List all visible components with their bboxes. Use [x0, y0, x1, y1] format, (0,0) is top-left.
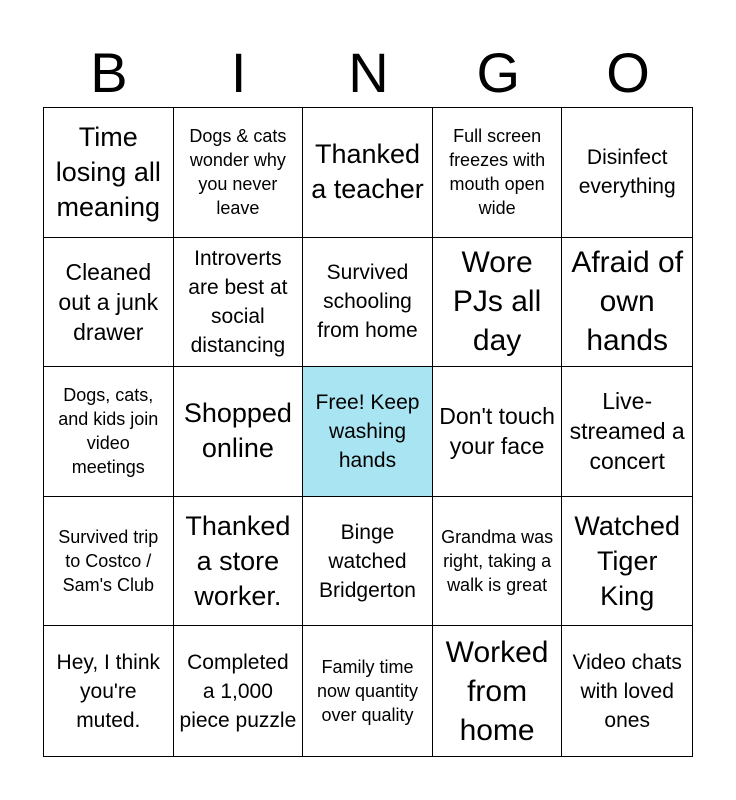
bingo-cell[interactable]: [303, 626, 433, 756]
bingo-card-grid: [43, 107, 693, 757]
cell-label: Full screen freezes with mouth open wide: [449, 126, 546, 219]
bingo-cell[interactable]: [562, 497, 692, 627]
cell-label: Disinfect everything: [578, 146, 676, 199]
cell-label: Shopped online: [183, 398, 292, 464]
cell-label: Survived trip to Costco / Sam's Club: [58, 527, 159, 596]
bingo-cell[interactable]: [433, 497, 563, 627]
cell-label: Cleaned out a junk drawer: [58, 258, 159, 345]
cell-label: Dogs, cats, and kids join video meetings: [58, 385, 159, 478]
cell-label: Afraid of own hands: [571, 246, 684, 358]
cell-label: Worked from home: [445, 635, 549, 747]
bingo-cell[interactable]: [174, 367, 304, 497]
cell-label: Dogs & cats wonder why you never leave: [189, 126, 287, 219]
bingo-cell[interactable]: [303, 238, 433, 368]
cell-label: Wore PJs all day: [452, 246, 542, 358]
bingo-cell[interactable]: [44, 108, 174, 238]
bingo-cell[interactable]: [433, 108, 563, 238]
cell-label: Grandma was right, taking a walk is great: [441, 527, 554, 596]
bingo-cell[interactable]: [562, 367, 692, 497]
bingo-cell[interactable]: [303, 497, 433, 627]
cell-label: Time losing all meaning: [55, 121, 161, 222]
bingo-cell[interactable]: [303, 108, 433, 238]
bingo-cell[interactable]: [433, 626, 563, 756]
header-letter-i: I: [230, 41, 247, 104]
cell-label: Thanked a store worker.: [185, 510, 291, 611]
bingo-header: [44, 38, 693, 108]
bingo-cell[interactable]: [44, 626, 174, 756]
cell-label: Don't touch your face: [439, 403, 555, 460]
bingo-cell[interactable]: [562, 626, 692, 756]
cell-label: Binge watched Bridgerton: [319, 520, 416, 602]
bingo-cell[interactable]: [174, 626, 304, 756]
cell-label: Thanked a teacher: [311, 139, 424, 205]
header-letter-o: O: [606, 41, 650, 104]
bingo-cell[interactable]: [433, 367, 563, 497]
bingo-cell[interactable]: [44, 238, 174, 368]
cell-label: Survived schooling from home: [317, 261, 418, 343]
header-letter-g: G: [476, 41, 521, 104]
cell-label: Family time now quantity over quality: [316, 657, 419, 726]
cell-label: Video chats with loved ones: [572, 650, 682, 732]
bingo-cell[interactable]: [174, 497, 304, 627]
bingo-cell[interactable]: [562, 238, 692, 368]
bingo-cell[interactable]: [44, 367, 174, 497]
cell-label: Free! Keep washing hands: [315, 390, 420, 472]
bingo-cell[interactable]: [174, 238, 304, 368]
free-space-cell[interactable]: [303, 367, 433, 497]
cell-label: Completed a 1,000 piece puzzle: [179, 650, 297, 732]
bingo-cell[interactable]: [44, 497, 174, 627]
header-letter-b: B: [90, 41, 128, 104]
bingo-cell[interactable]: [433, 238, 563, 368]
cell-label: Live-streamed a concert: [569, 388, 685, 475]
header-letter-n: N: [348, 41, 389, 104]
cell-label: Introverts are best at social distancing: [188, 246, 288, 357]
cell-label: Watched Tiger King: [574, 510, 680, 611]
bingo-cell[interactable]: [174, 108, 304, 238]
cell-label: Hey, I think you're muted.: [56, 650, 161, 732]
bingo-cell[interactable]: [562, 108, 692, 238]
